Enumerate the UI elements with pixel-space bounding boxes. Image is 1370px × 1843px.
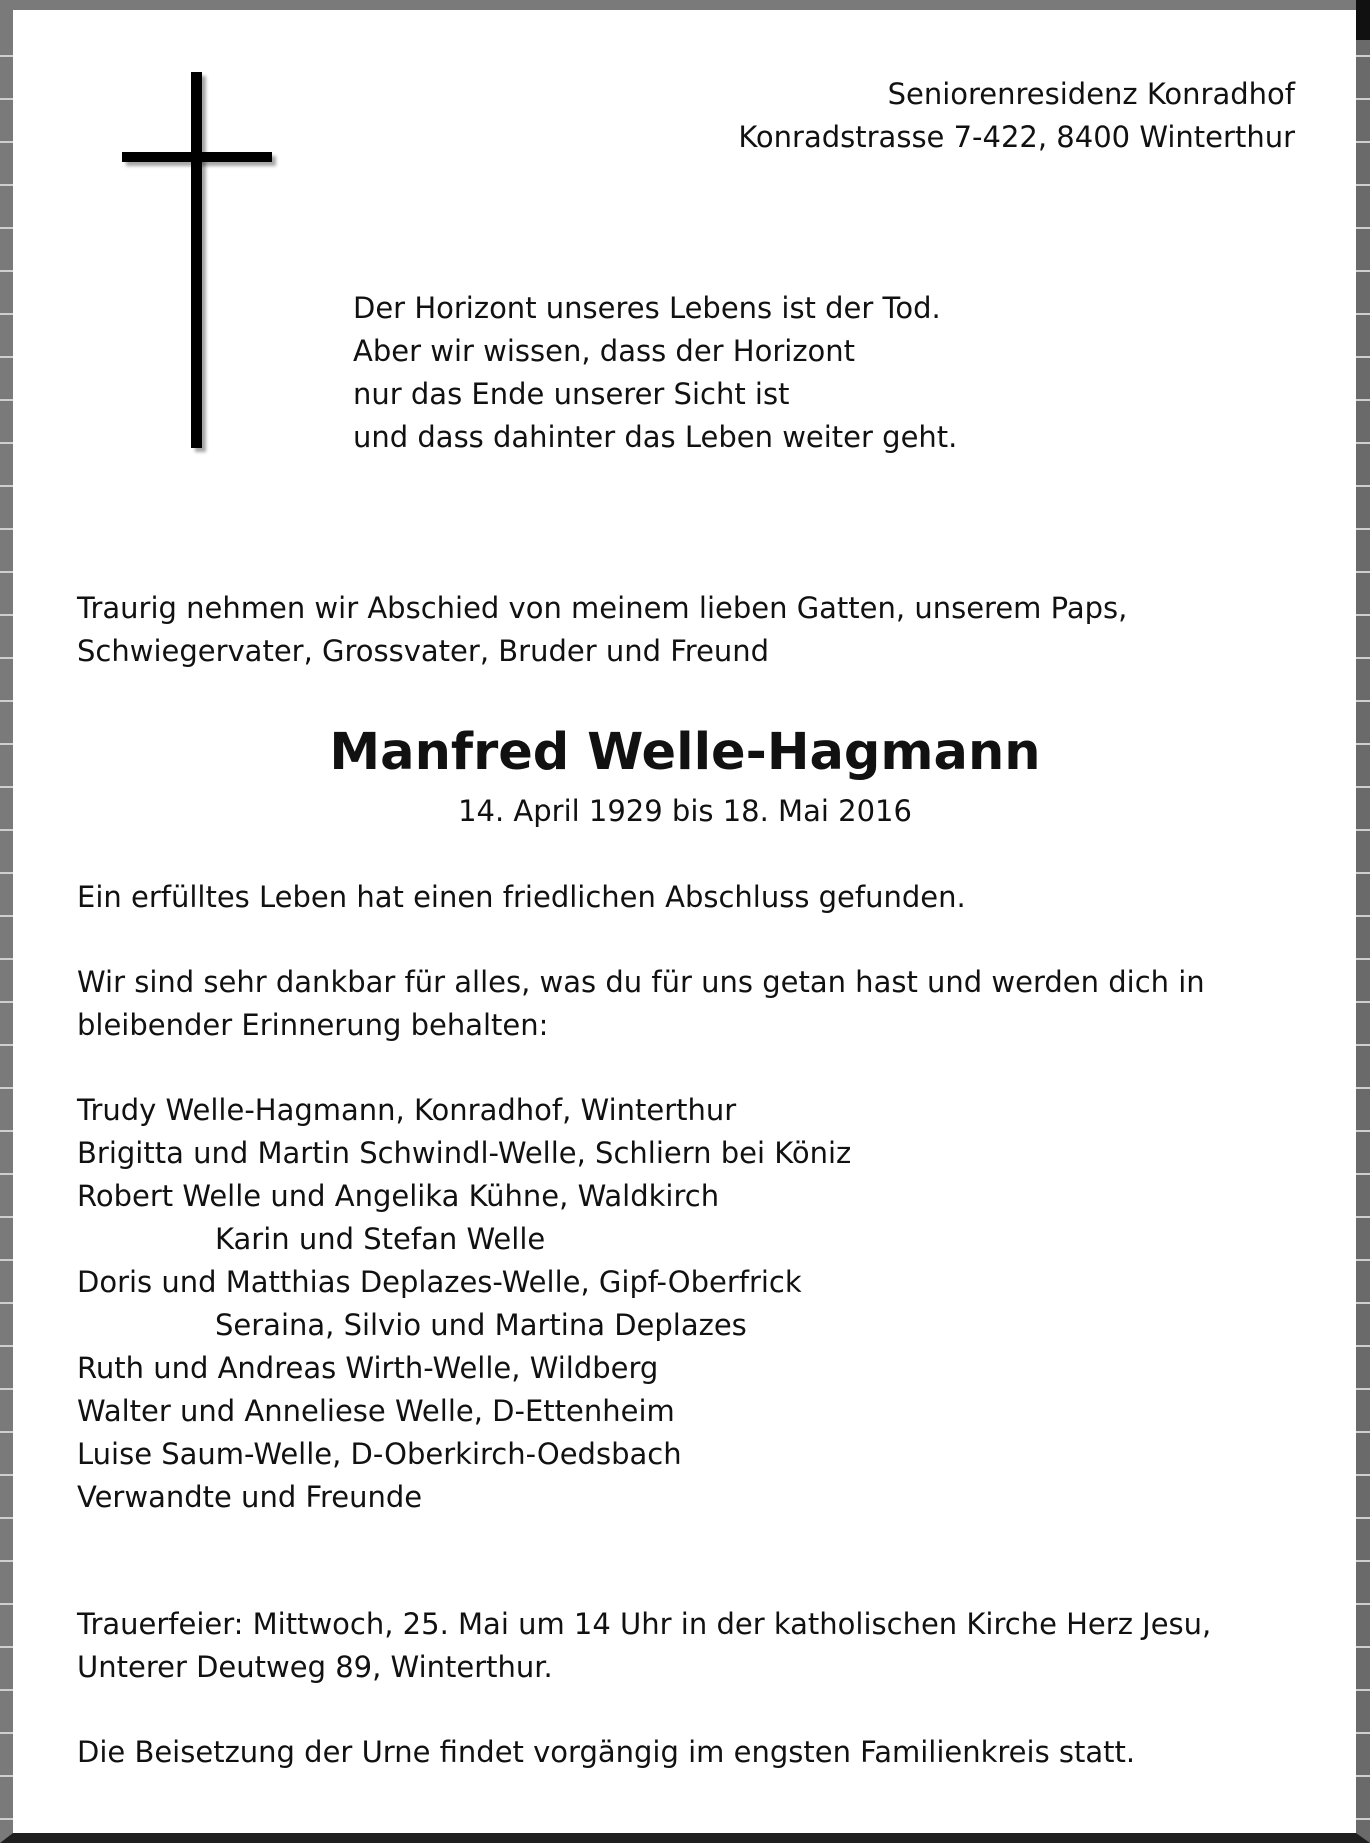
edge-tick-mark [0, 700, 13, 702]
quote-line: und dass dahinter das Leben weiter geht. [353, 420, 958, 454]
mourner-entry: Robert Welle und Angelika Kühne, Waldkirch [77, 1179, 720, 1213]
edge-tick-mark [1356, 1818, 1370, 1820]
edge-tick-mark [1356, 227, 1370, 229]
edge-tick-mark [0, 399, 13, 401]
right-edge-marks [1356, 0, 1370, 1843]
cross-vertical-bar [191, 72, 202, 448]
edge-tick-mark [1356, 1388, 1370, 1390]
fulfilled-life-text: Ein erfülltes Leben hat einen friedlichen Abschluss gefunden. [77, 880, 966, 914]
mourner-entry: Luise Saum-Welle, D-Oberkirch-Oedsbach [77, 1437, 682, 1471]
edge-tick-mark [1356, 614, 1370, 616]
edge-tick-mark [0, 614, 13, 616]
edge-tick-mark [1356, 485, 1370, 487]
address-line: Seniorenresidenz Konradhof [887, 77, 1295, 111]
mourner-entry-indented: Karin und Stefan Welle [215, 1222, 546, 1256]
edge-tick-mark [1356, 442, 1370, 444]
life-dates: 14. April 1929 bis 18. Mai 2016 [458, 794, 912, 828]
edge-tick-mark [0, 1044, 13, 1046]
edge-tick-mark [0, 1001, 13, 1003]
edge-tick-mark [0, 1732, 13, 1734]
funeral-service-info [77, 1603, 1211, 1689]
edge-tick-mark [0, 1775, 13, 1777]
mourner-entry: Ruth und Andreas Wirth-Welle, Wildberg [77, 1351, 659, 1385]
edge-tick-mark [0, 1087, 13, 1089]
mourner-entry: Trudy Welle-Hagmann, Konradhof, Winterthur [77, 1093, 737, 1127]
residence-address [738, 73, 1295, 159]
edge-tick-mark [0, 227, 13, 229]
edge-tick-mark [0, 313, 13, 315]
edge-tick-mark [1356, 1689, 1370, 1691]
edge-tick-mark [0, 98, 13, 100]
edge-tick-mark [0, 1173, 13, 1175]
edge-tick-mark [0, 1517, 13, 1519]
edge-tick-mark [1356, 1775, 1370, 1777]
corner-mark [1356, 0, 1370, 40]
edge-tick-mark [0, 1818, 13, 1820]
edge-tick-mark [1356, 1044, 1370, 1046]
edge-tick-mark [1356, 270, 1370, 272]
edge-tick-mark [1356, 1087, 1370, 1089]
edge-tick-mark [0, 270, 13, 272]
edge-tick-mark [0, 1560, 13, 1562]
edge-tick-mark [0, 1603, 13, 1605]
mourner-entry: Verwandte und Freunde [77, 1480, 423, 1514]
edge-tick-mark [1356, 1431, 1370, 1433]
address-line: Konradstrasse 7-422, 8400 Winterthur [738, 120, 1295, 154]
edge-tick-mark [1356, 958, 1370, 960]
edge-tick-mark [1356, 1173, 1370, 1175]
edge-tick-mark [0, 872, 13, 874]
edge-tick-mark [0, 141, 13, 143]
edge-tick-mark [0, 356, 13, 358]
edge-tick-mark [0, 1216, 13, 1218]
edge-tick-mark [0, 915, 13, 917]
intro-line: Schwiegervater, Grossvater, Bruder und Freund [77, 634, 770, 668]
edge-tick-mark [1356, 1259, 1370, 1261]
gratitude-line: bleibender Erinnerung behalten: [77, 1008, 549, 1042]
edge-tick-mark [1356, 356, 1370, 358]
edge-tick-mark [0, 55, 13, 57]
edge-tick-mark [0, 958, 13, 960]
edge-tick-mark [1356, 1517, 1370, 1519]
edge-tick-mark [1356, 55, 1370, 57]
mourners-list [77, 1089, 851, 1519]
edge-tick-mark [1356, 1130, 1370, 1132]
mourner-entry: Brigitta und Martin Schwindl-Welle, Schliern bei Köniz [77, 1136, 852, 1170]
deceased-name: Manfred Welle-Hagmann [329, 723, 1041, 782]
edge-tick-mark [1356, 1646, 1370, 1648]
edge-tick-mark [1356, 657, 1370, 659]
burial-info: Die Beisetzung der Urne findet vorgängig im engsten Familienkreis statt. [77, 1735, 1136, 1769]
edge-tick-mark [1356, 1732, 1370, 1734]
mourner-entry: Doris und Matthias Deplazes-Welle, Gipf-Oberfrick [77, 1265, 802, 1299]
edge-tick-mark [0, 1345, 13, 1347]
left-edge-marks [0, 0, 13, 1843]
cross-horizontal-bar [122, 152, 272, 162]
edge-tick-mark [1356, 1474, 1370, 1476]
edge-tick-mark [1356, 141, 1370, 143]
edge-tick-mark [0, 1130, 13, 1132]
edge-tick-mark [1356, 1302, 1370, 1304]
edge-tick-mark [1356, 700, 1370, 702]
quote-line: Aber wir wissen, dass der Horizont [353, 334, 856, 368]
cross-icon [122, 72, 274, 450]
edge-tick-mark [0, 184, 13, 186]
edge-tick-mark [1356, 313, 1370, 315]
intro-text [77, 587, 1127, 673]
edge-tick-mark [0, 1474, 13, 1476]
edge-tick-mark [1356, 872, 1370, 874]
mourner-entry: Walter und Anneliese Welle, D-Ettenheim [77, 1394, 675, 1428]
edge-tick-mark [1356, 1216, 1370, 1218]
edge-tick-mark [0, 657, 13, 659]
quote-line: Der Horizont unseres Lebens ist der Tod. [353, 291, 941, 325]
edge-tick-mark [1356, 786, 1370, 788]
edge-tick-mark [0, 786, 13, 788]
ceremony-line: Trauerfeier: Mittwoch, 25. Mai um 14 Uhr in der katholischen Kirche Herz Jesu, [77, 1607, 1212, 1641]
edge-tick-mark [0, 1388, 13, 1390]
gratitude-line: Wir sind sehr dankbar für alles, was du für uns getan hast und werden dich in [77, 965, 1205, 999]
edge-tick-mark [1356, 184, 1370, 186]
edge-tick-mark [0, 1431, 13, 1433]
edge-tick-mark [0, 442, 13, 444]
edge-tick-mark [1356, 1345, 1370, 1347]
edge-tick-mark [0, 1689, 13, 1691]
edge-tick-mark [0, 485, 13, 487]
quote-line: nur das Ende unserer Sicht ist [353, 377, 790, 411]
quote [353, 287, 957, 459]
edge-tick-mark [0, 528, 13, 530]
edge-tick-mark [1356, 98, 1370, 100]
intro-line: Traurig nehmen wir Abschied von meinem lieben Gatten, unserem Paps, [77, 591, 1128, 625]
edge-tick-mark [0, 571, 13, 573]
mourner-entry-indented: Seraina, Silvio und Martina Deplazes [215, 1308, 747, 1342]
edge-tick-mark [1356, 399, 1370, 401]
edge-tick-mark [1356, 1001, 1370, 1003]
gratitude-text [77, 961, 1205, 1047]
edge-tick-mark [1356, 1603, 1370, 1605]
edge-tick-mark [0, 1259, 13, 1261]
edge-tick-mark [0, 1646, 13, 1648]
edge-tick-mark [1356, 915, 1370, 917]
edge-tick-mark [0, 1302, 13, 1304]
edge-tick-mark [1356, 1560, 1370, 1562]
edge-tick-mark [1356, 528, 1370, 530]
ceremony-line: Unterer Deutweg 89, Winterthur. [77, 1650, 553, 1684]
edge-tick-mark [1356, 571, 1370, 573]
